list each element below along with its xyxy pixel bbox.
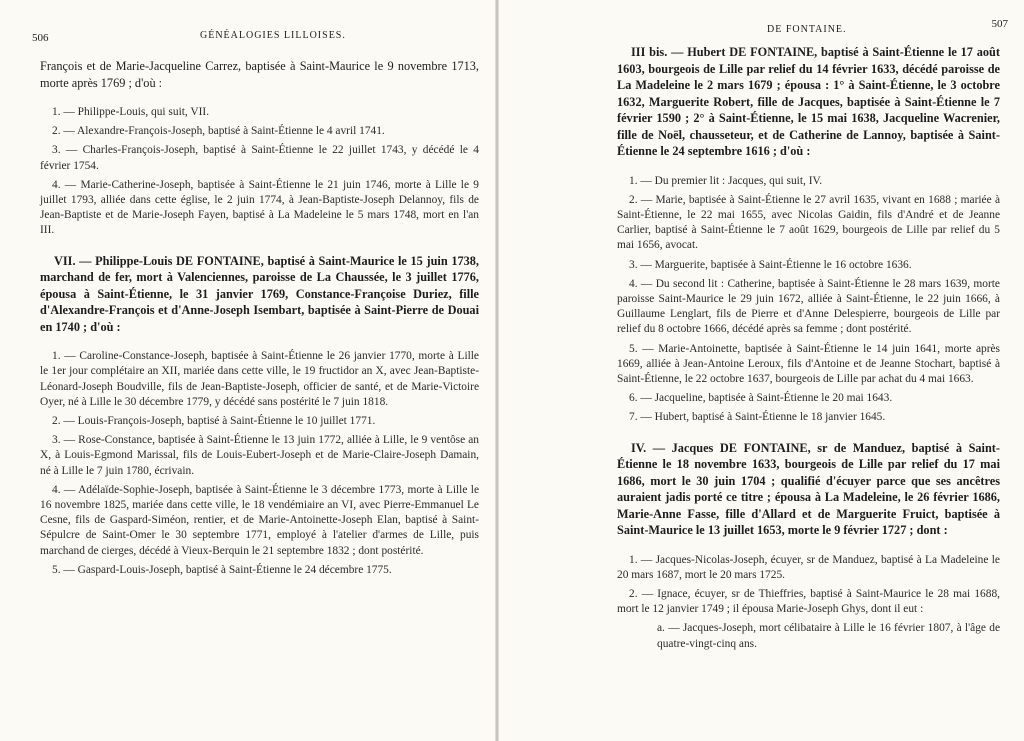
left-page-body [40,58,479,578]
list-item: 2. — Marie, baptisée à Saint-Étienne le 27 avril 1635, vivant en 1688 ; mariée à Saint-Étienne, le 22 mai 1655, avec Nicolas Gaidin, fils d'André et de Jeanne Carlier, baptisé à Saint-Étienne le 7 août 1629, bourgeois de Lille par relief du 5 mai 1656, avocat. [617,193,1000,252]
list-item: 1. — Jacques-Nicolas-Joseph, écuyer, sr de Manduez, baptisé à La Madeleine le 20 mars 1687, mort le 20 mars 1725. [617,553,1000,581]
list-item: 6. — Jacqueline, baptisée à Saint-Étienne le 20 mai 1643. [629,392,893,405]
running-head-right: DE FONTAINE. [767,24,847,35]
list-item: 2. — Alexandre-François-Joseph, baptisé à Saint-Étienne le 4 avril 1741. [52,125,385,138]
list-item: 2. — Ignace, écuyer, sr de Thieffries, baptisé à Saint-Maurice le 28 mai 1688, mort le 12 janvier 1749 ; il épousa Marie-Joseph Ghys, dont il eut : [617,587,1000,616]
genealogy-entry: III bis. — Hubert DE FONTAINE, baptisé à Saint-Étienne le 17 août 1603, bourgeois de Lille par relief du 14 février 1633, décédé paroisse de La Madeleine le 2 mars 1679 ; épousa : 1° à Saint-Étienne, le 3 octobre 1632, Marguerite Robert, fille de Jacques, baptisée à Saint-Étienne le 7 février 1590 ; 2° à Saint-Étienne, le 15 mai 1638, Jacqueline Wacrenier, fille de Noël, chausseteur, et de Catherine de Lannoy, baptisée à Saint-Étienne le 24 septembre 1616 ; d'où : [617,45,1000,158]
running-head-left: GÉNÉALOGIES LILLOISES. [200,30,346,41]
list-item: 5. — Marie-Antoinette, baptisée à Saint-Étienne le 14 juin 1641, morte après 1669, alliée à Jean-Antoine Leroux, fils d'Antoine et de Jeanne Stochart, baptisé à Saint-Étienne, le 22 octobre 1637, bourgeois de Lille par achat du 4 mai 1663. [617,342,1000,385]
list-item: 1. — Philippe-Louis, qui suit, VII. [52,106,210,118]
left-page-header [32,28,479,46]
page-number-right: 507 [991,18,1008,30]
list-item: 7. — Hubert, baptisé à Saint-Étienne le 18 janvier 1645. [629,411,886,424]
list-item: 4. — Marie-Catherine-Joseph, baptisée à Saint-Étienne le 21 juin 1746, morte à Lille le 9 juillet 1793, alliée dans cette église, le 2 juin 1774, à Jean-Baptiste-Joseph Delannoy, fils de Jean-Baptiste et de Marie-Joseph Fayen, baptisé à La Madeleine le 5 mars 1748, mort en l'an III. [40,178,479,237]
list-item: 3. — Charles-François-Joseph, baptisé à Saint-Étienne le 22 juillet 1743, y décédé le 4 février 1754. [40,144,479,172]
right-page-header [617,14,1008,35]
list-subitem: a. — Jacques-Joseph, mort célibataire à Lille le 16 février 1807, à l'âge de quatre-vingt-cinq ans. [657,622,1000,650]
paragraph: François et de Marie-Jacqueline Carrez, baptisée à Saint-Maurice le 9 novembre 1713, morte après 1769 ; d'où : [40,59,479,90]
genealogy-entry: VII. — Philippe-Louis DE FONTAINE, baptisé à Saint-Maurice le 15 juin 1738, marchand de fer, mort à Valenciennes, paroisse de La Chaussée, le 3 juillet 1776, épousa à Saint-Étienne, le 31 janvier 1769, Constance-Françoise Duriez, fille d'Alexandre-François et d'Anne-Joseph Isembart, baptisée à Saint-Pierre de Douai en 1740 ; d'où : [40,253,479,334]
genealogy-entry: IV. — Jacques DE FONTAINE, sr de Manduez, baptisé à Saint-Étienne le 18 novembre 1633, bourgeois de Lille par relief du 17 mai 1686, mort le 30 juin 1704 ; qualifié d'écuyer parce que ses ancêtres auraient jadis porté ce titre ; épousa à La Madeleine, le 26 février 1686, Marie-Anne Fasse, fille d'Allard et de Marguerite Fruict, baptisée à Saint-Maurice le 13 juillet 1653, morte le 9 février 1727 ; dont : [617,440,1000,538]
list-item: 1. — Caroline-Constance-Joseph, baptisée à Saint-Étienne le 26 janvier 1770, morte à Lille le 1er jour complétaire an XII, mariée dans cette ville, le 19 fructidor an X, avec Jean-Baptiste-Léonard-Joseph Boudville, fils de Jean-Baptiste-Joseph, officier de santé, et de Marie-Victoire Oyer, né à Lille le 30 décembre 1779, y décédé sans postérité le 7 juin 1818. [40,350,479,408]
right-page-body [617,44,1000,652]
list-item: 2. — Louis-François-Joseph, baptisé à Saint-Étienne le 10 juillet 1771. [52,414,376,427]
list-item: 4. — Du second lit : Catherine, baptisée à Saint-Étienne le 28 mars 1639, morte paroisse Saint-Maurice le 29 juin 1672, alliée à Saint-Étienne, le 22 juin 1666, à Guillaume Lenglart, fils de Pierre et d'Anne Delespierre, bourgeois de Lille par relief du 8 octobre 1666, décédé après sa femme ; dont postérité. [617,277,1000,336]
list-item: 3. — Rose-Constance, baptisée à Saint-Étienne le 13 juin 1772, alliée à Lille, le 9 ventôse an X, à Louis-Egmond Marissal, fils de Louis-Eubert-Joseph et de Marie-Claire-Joseph Damain, né à Lille le 7 juin 1780, écrivain. [40,434,479,477]
list-item: 5. — Gaspard-Louis-Joseph, baptisé à Saint-Étienne le 24 décembre 1775. [52,563,392,576]
list-item: 1. — Du premier lit : Jacques, qui suit, IV. [629,174,823,187]
list-item: 4. — Adélaïde-Sophie-Joseph, baptisée à Saint-Étienne le 3 décembre 1773, morte à Lille le 16 novembre 1825, mariée dans cette ville, le 18 vendémiaire an VI, avec Pierre-Emmanuel Le Cesne, fils de Gaspard-Siméon, rentier, et de Marie-Antoinette-Joseph Elan, baptisé à Saint-Sépulcre de Saint-Omer le 30 septembre 1771, employé à l'atelier d'armes de Lille, puis marchand de cierges, décédé à Vieux-Berquin le 21 septembre 1832 ; dont postérité. [40,483,479,557]
left-page [0,0,497,741]
page-number-left: 506 [32,32,49,44]
list-item: 3. — Marguerite, baptisée à Saint-Étienne le 16 octobre 1636. [629,258,912,271]
right-page [499,0,1024,741]
